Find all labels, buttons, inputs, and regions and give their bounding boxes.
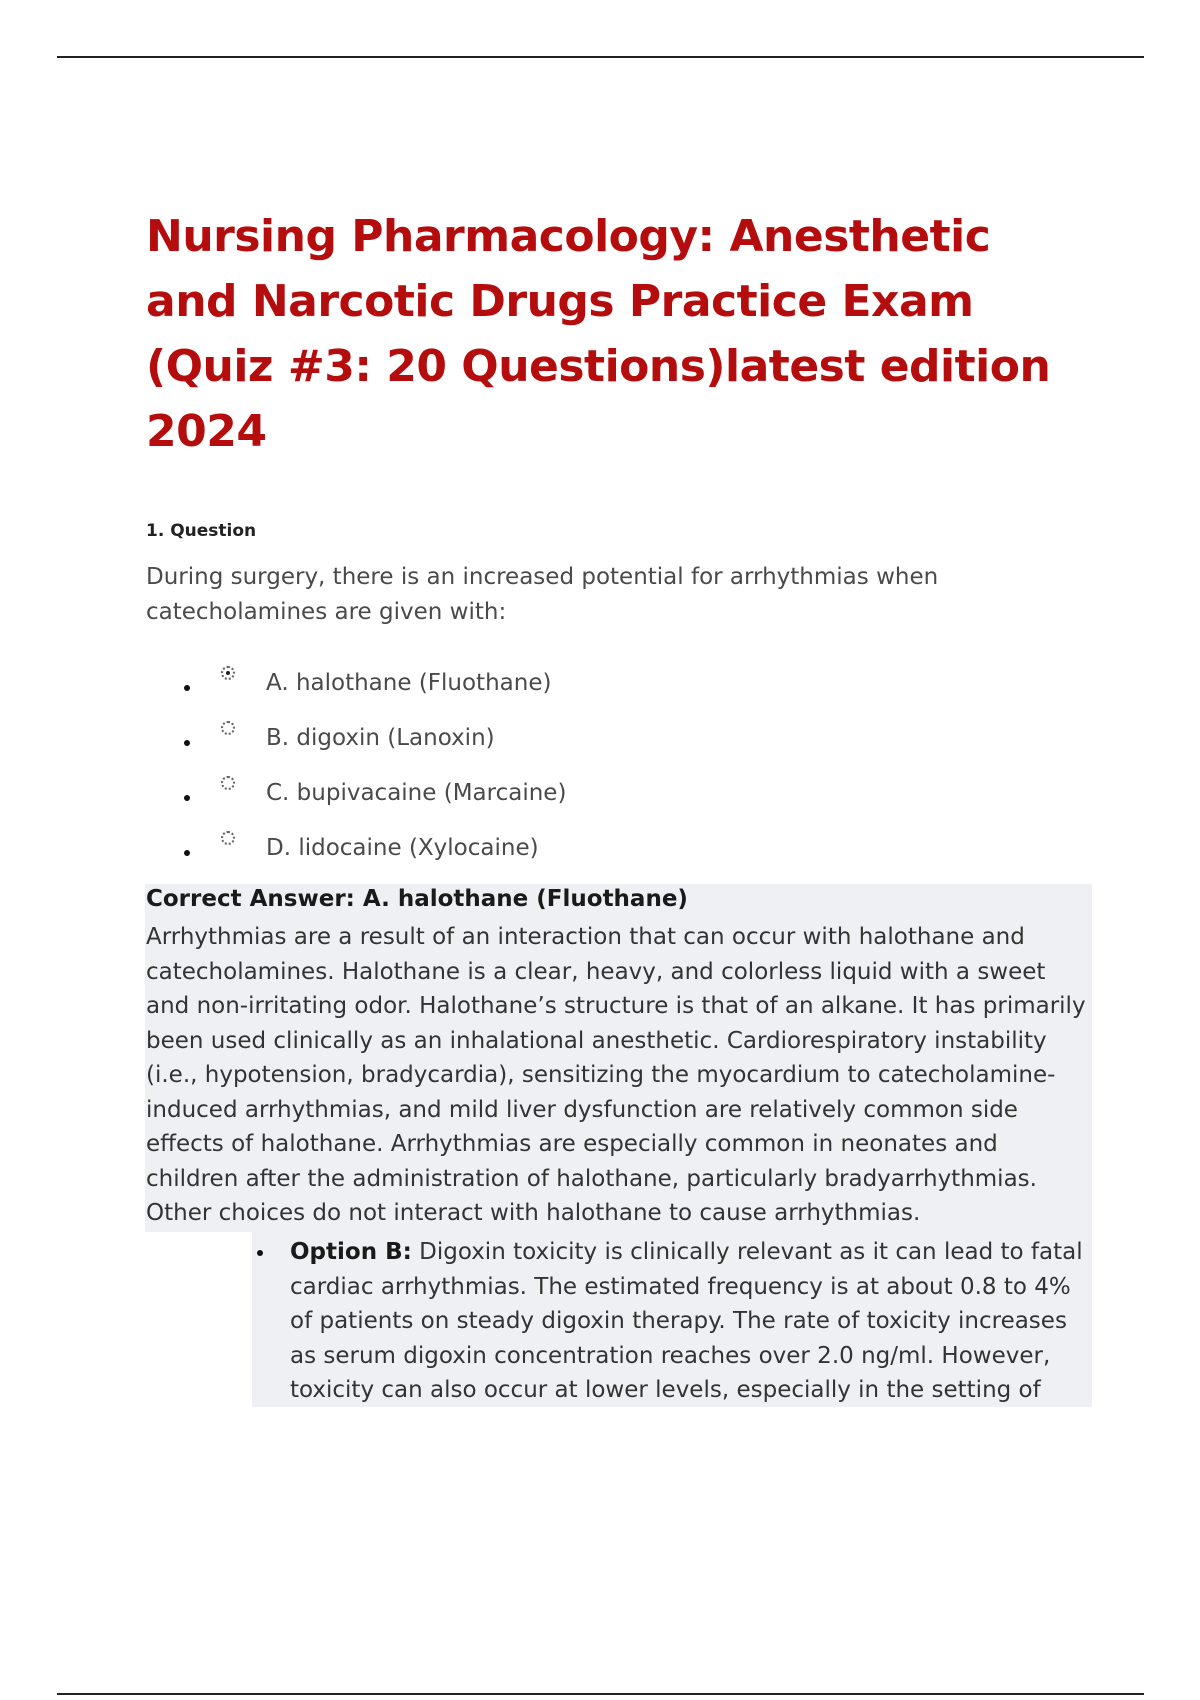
top-rule [57,56,1144,58]
radio-icon[interactable] [221,776,235,790]
option-label[interactable]: D. lidocaine (Xylocaine) [266,835,539,861]
option-label[interactable]: A. halothane (Fluothane) [266,670,552,696]
option-label[interactable]: B. digoxin (Lanoxin) [266,725,495,751]
radio-icon[interactable] [221,721,235,735]
radio-selected-icon[interactable] [221,666,235,680]
correct-answer-heading: Correct Answer: A. halothane (Fluothane) [146,886,688,912]
question-heading: 1. Question [146,521,257,541]
radio-icon[interactable] [221,831,235,845]
bullet-icon [184,850,190,856]
bullet-icon [184,740,190,746]
bullet-icon [184,795,190,801]
option-b-explanation [290,1235,1090,1408]
option-b-label: Option B: [290,1239,412,1265]
answer-explanation: Arrhythmias are a result of an interaction that can occur with halothane and catecholamines. Halothane is a clear, heavy, and colorless liquid with a sweet and non-irritating odor. Halothane’s structure is that of an alkane. It has primarily been used clinically as an inhalational anesthetic. Cardiorespiratory instability (i.e., hypotension, bradycardia), sensitizing the myocardium to catecholamine-induced arrhythmias, and mild liver dysfunction are relatively common side effects of halothane. Arrhythmias are especially common in neonates and children after the administration of halothane, particularly bradyarrhythmias. Other choices do not interact with halothane to cause arrhythmias. [146,924,1086,1226]
bullet-icon [184,685,190,691]
option-label[interactable]: C. bupivacaine (Marcaine) [266,780,567,806]
bullet-icon [257,1250,263,1256]
option-b-text: Digoxin toxicity is clinically relevant as it can lead to fatal cardiac arrhythmias. The estimated frequency is at about 0.8 to 4% of patients on steady digoxin therapy. The rate of toxicity increases as serum digoxin concentration reaches over 2.0 ng/ml. However, toxicity can also occur at lower levels, especially in the setting of [290,1239,1083,1403]
bottom-rule [57,1693,1144,1695]
page-title: Nursing Pharmacology: Anesthetic and Narcotic Drugs Practice Exam (Quiz #3: 20 Questions)latest edition 2024 [146,211,1051,457]
question-text: During surgery, there is an increased potential for arrhythmias when catecholamines are given with: [146,564,939,625]
